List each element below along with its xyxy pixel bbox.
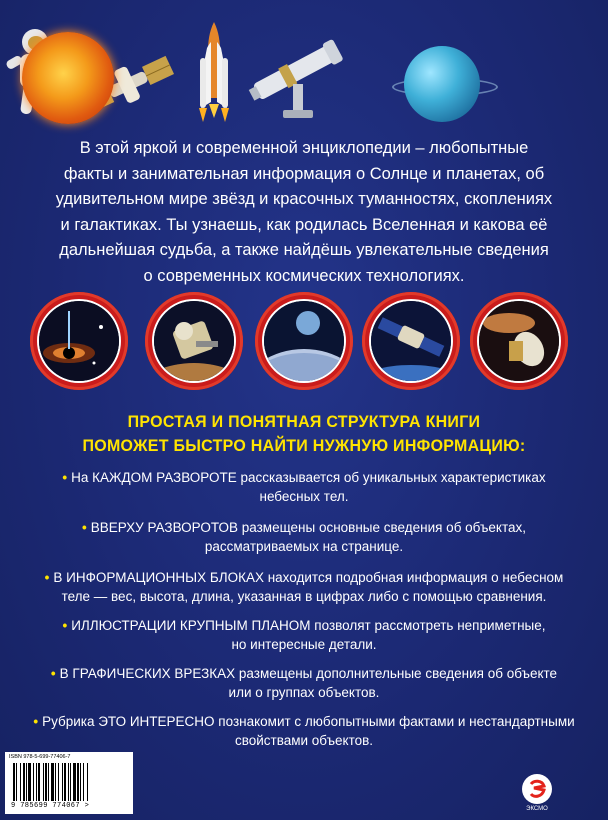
intro-line: дальнейшая судьба, а также найдёшь увлекательные сведения [59,241,549,259]
feature-line: или о группах объектов. [228,685,380,700]
planet-illustration [404,46,480,122]
feature-item [24,518,584,556]
space-shuttle-illustration [189,18,239,124]
structure-headline [37,410,571,458]
bullet: • [50,666,56,681]
feature-line: Рубрика ЭТО ИНТЕРЕСНО познакомит с любопытными фактами и нестандартными [42,714,575,729]
barcode-bars [13,763,125,801]
isbn-text: ISBN 978-5-699-77406-7 [9,754,71,760]
telescope-illustration [243,34,353,124]
feature-item [24,568,584,606]
barcode [5,752,133,814]
intro-line: о современных космических технологиях. [143,266,465,285]
feature-line: но интересные детали. [231,637,377,652]
intro-line: В этой яркой и современной энциклопедии – любопытные [79,139,529,157]
barcode-digits: 9 785699 774067 > [11,802,90,810]
feature-item [24,664,584,702]
intro-line: удивительном мире звёзд и красочных туманностях, скоплениях [55,190,553,208]
circle-planet-horizon [255,292,353,390]
circle-black-hole [30,292,128,390]
feature-line: В ГРАФИЧЕСКИХ ВРЕЗКАХ размещены дополнительные сведения об объекте [59,666,558,681]
feature-line: рассматриваемых на странице. [204,539,404,554]
circle-cassini-probe [470,292,568,390]
intro-line: и галактиках. Ты узнаешь, как родилась Вселенная и какова её [60,215,548,234]
bullet: • [33,714,39,729]
intro-line: факты и занимательная информация о Солнце и планетах, об [63,164,545,183]
bullet: • [62,470,68,485]
intro-paragraph [20,136,588,289]
circle-satellite [362,292,460,390]
feature-item [24,712,584,750]
illustration-row [0,18,608,128]
feature-line: На КАЖДОМ РАЗВОРОТЕ рассказывается об уникальных характеристиках [71,470,546,485]
headline-line: ПОМОЖЕТ БЫСТРО НАЙТИ НУЖНУЮ ИНФОРМАЦИЮ: [82,436,526,455]
circle-illustrations [0,292,608,392]
feature-item [24,468,584,506]
publisher-logo-icon [522,774,552,804]
feature-line: ВВЕРХУ РАЗВОРОТОВ размещены основные сведения об объектах, [90,520,527,535]
publisher-logo-text: ЭКСМО [526,806,548,812]
headline-line: ПРОСТАЯ И ПОНЯТНАЯ СТРУКТУРА КНИГИ [127,412,481,431]
feature-line: небесных тел. [259,489,349,504]
bullet: • [62,618,68,633]
feature-line: теле — вес, высота, длина, указанная в цифрах либо с помощью сравнения. [61,589,547,604]
circle-space-probe [145,292,243,390]
feature-line: В ИНФОРМАЦИОННЫХ БЛОКАХ находится подробная информация о небесном [53,570,564,585]
bullet: • [44,570,50,585]
feature-line: свойствами объектов. [234,733,374,748]
sun-illustration [22,32,114,124]
feature-item [24,616,584,654]
bullet: • [81,520,87,535]
feature-line: ИЛЛЮСТРАЦИИ КРУПНЫМ ПЛАНОМ позволят рассмотреть неприметные, [71,618,546,633]
